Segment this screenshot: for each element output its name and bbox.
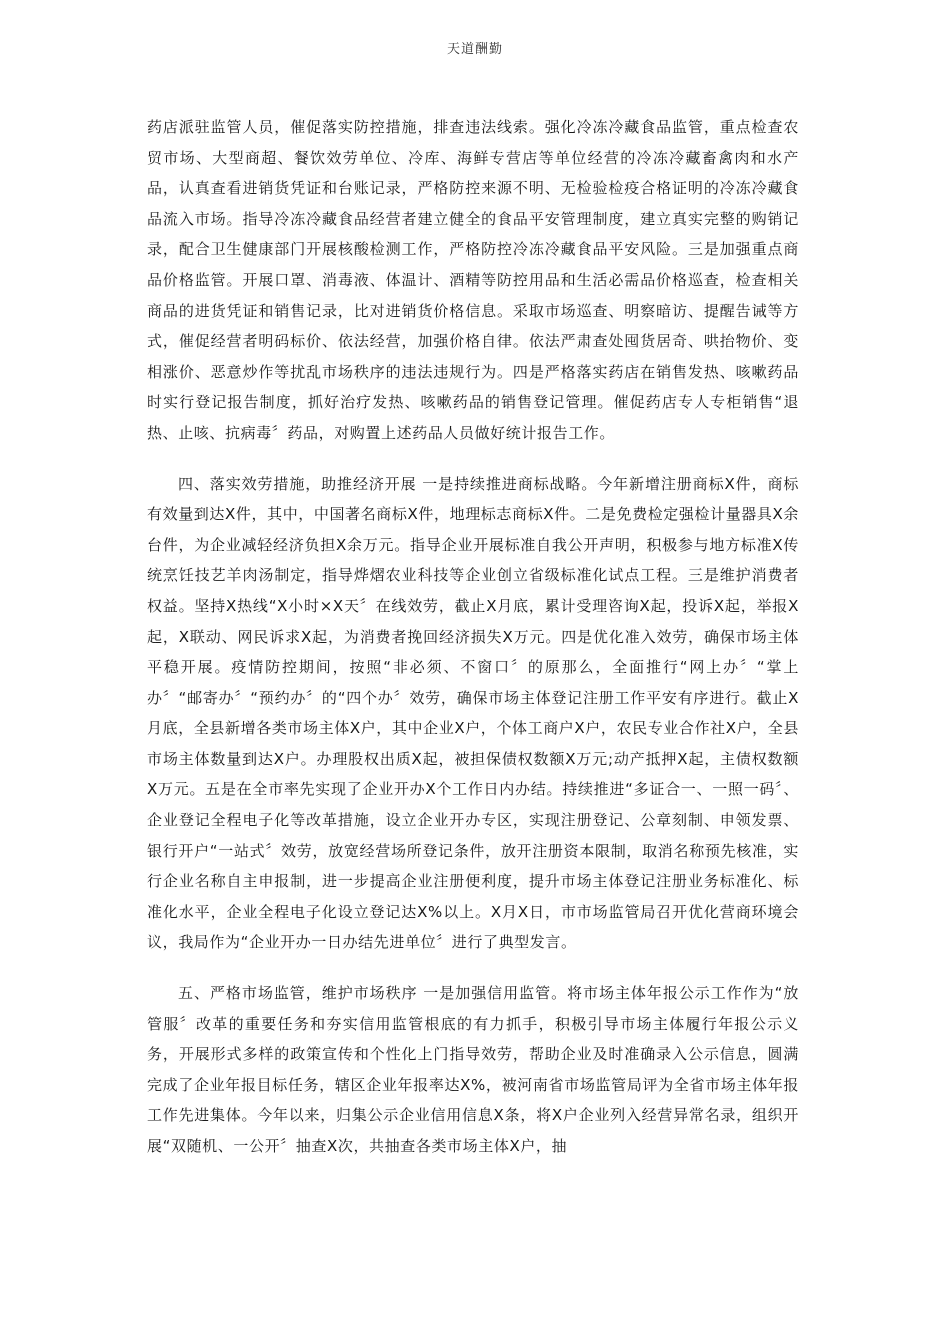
document-body: [147, 112, 799, 1162]
paragraph-section-five: 五、严格市场监管，维护市场秩序 一是加强信用监管。将市场主体年报公示工作作为“放管服〞改革的重要任务和夯实信用监管根底的有力抓手，积极引导市场主体履行年报公示义务，开展形式多样的政策宣传和个性化上门指导效劳，帮助企业及时准确录入公示信息，圆满完成了企业年报目标任务，辖区企业年报率达X%，被河南省市场监管局评为全省市场主体年报工作先进集体。今年以来，归集公示企业信用信息X条，将X户企业列入经营异常名录，组织开展“双随机、一公开〞抽查X次，共抽查各类市场主体X户，抽: [147, 984, 799, 1155]
paragraph-section-four: 四、落实效劳措施，助推经济开展 一是持续推进商标战略。今年新增注册商标X件，商标有效量到达X件，其中，中国著名商标X件，地理标志商标X件。二是免费检定强检计量器具X余台件，为企业减轻经济负担X余万元。指导企业开展标准自我公开声明，积极参与地方标准X传统烹饪技艺羊肉汤制定，指导烨熠农业科技等企业创立省级标准化试点工程。三是维护消费者权益。坚持X热线“X小时×X天〞在线效劳，截止X月底，累计受理咨询X起，投诉X起，举报X起，X联动、网民诉求X起，为消费者挽回经济损失X万元。四是优化准入效劳，确保市场主体平稳开展。疫情防控期间，按照“非必须、不窗口〞的原那么，全面推行“网上办〞“掌上办〞“邮寄办〞“预约办〞的“四个办〞效劳，确保市场主体登记注册工作平安有序进行。截止X月底，全县新增各类市场主体X户，其中企业X户，个体工商户X户，农民专业合作社X户，全县市场主体数量到达X户。办理股权出质X起，被担保债权数额X万元;动产抵押X起，主债权数额X万元。五是在全市率先实现了企业开办X个工作日内办结。持续推进“多证合一、一照一码〞、企业登记全程电子化等改革措施，设立企业开办专区，实现注册登记、公章刻制、申领发票、银行开户“一站式〞效劳，放宽经营场所登记条件，放开注册资本限制，取消名称预先核准，实行企业名称自主申报制，进一步提高企业注册便利度，提升市场主体登记注册业务标准化、标准化水平，企业全程电子化设立登记达X%以上。X月X日，市市场监管局召开优化营商环境会议，我局作为“企业开办一日办结先进单位〞进行了典型发言。: [147, 474, 799, 952]
page-header: 天道酬勤: [446, 42, 503, 57]
paragraph-continued: 药店派驻监管人员，催促落实防控措施，排查违法线索。强化冷冻冷藏食品监管，重点检查农贸市场、大型商超、餐饮效劳单位、冷库、海鲜专营店等单位经营的冷冻冷藏畜禽肉和水产品，认真查看进销货凭证和台账记录，严格防控来源不明、无检验检疫合格证明的冷冻冷藏食品流入市场。指导冷冻冷藏食品经营者建立健全的食品平安管理制度，建立真实完整的购销记录，配合卫生健康部门开展核酸检测工作，严格防控冷冻冷藏食品平安风险。三是加强重点商品价格监管。开展口罩、消毒液、体温计、酒精等防控用品和生活必需品价格巡查，检查相关商品的进货凭证和销售记录，比对进销货价格信息。采取市场巡查、明察暗访、提醒告诫等方式，催促经营者明码标价、依法经营，加强价格自律。依法严肃查处囤货居奇、哄抬物价、变相涨价、恶意炒作等扰乱市场秩序的违法违规行为。四是严格落实药店在销售发热、咳嗽药品时实行登记报告制度，抓好治疗发热、咳嗽药品的销售登记管理。催促药店专人专柜销售“退热、止咳、抗病毒〞药品，对购置上述药品人员做好统计报告工作。: [147, 118, 799, 442]
